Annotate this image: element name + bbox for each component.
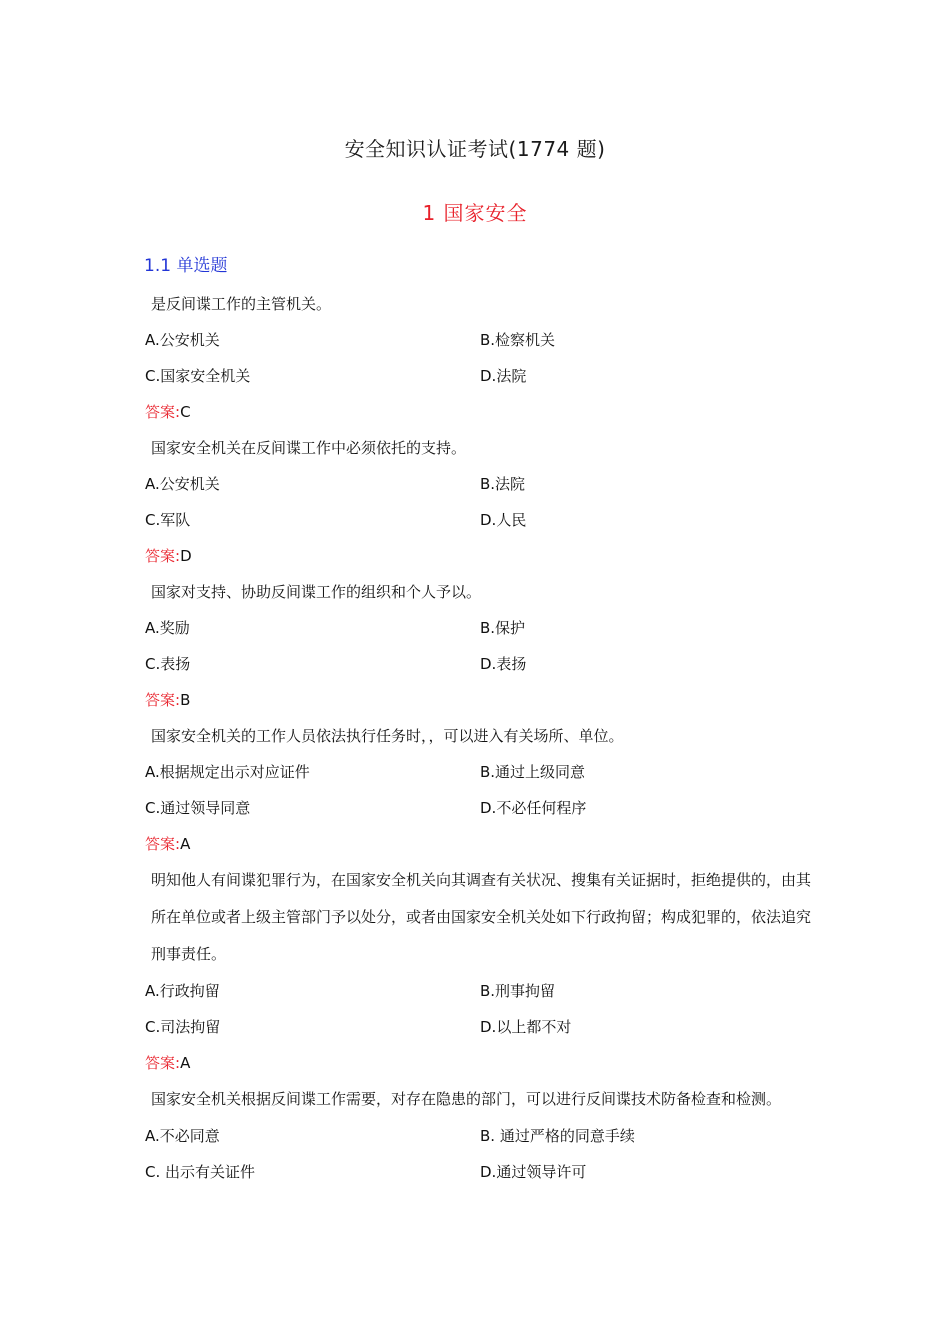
answer-label: 答案:: [145, 835, 181, 853]
answer-line: [145, 538, 825, 574]
option-grid: [145, 322, 825, 394]
section-heading: 1.1 单选题: [144, 256, 228, 276]
question-item: [145, 430, 825, 574]
option-a: A.不必同意: [145, 1127, 220, 1145]
answer-value: D: [180, 547, 192, 565]
answer-value: A: [180, 835, 191, 853]
option-c: C.军队: [145, 511, 191, 529]
question-text: 国家安全机关在反间谍工作中必须依托的支持。: [151, 439, 467, 457]
question-text: 国家安全机关根据反间谍工作需要，对存在隐患的部门，可以进行反间谍技术防备检查和检测。: [151, 1090, 782, 1108]
option-d: D.人民: [480, 511, 527, 529]
option-b: B.刑事拘留: [480, 982, 556, 1000]
option-b: B.通过上级同意: [480, 763, 586, 781]
option-grid: [145, 1118, 825, 1190]
option-c: C.司法拘留: [145, 1018, 221, 1036]
option-d: D.通过领导许可: [480, 1163, 587, 1181]
option-c: C.国家安全机关: [145, 367, 251, 385]
option-a: A.根据规定出示对应证件: [145, 763, 310, 781]
option-d: D.法院: [480, 367, 527, 385]
answer-line: [145, 394, 825, 430]
option-c: C.通过领导同意: [145, 799, 251, 817]
option-b: B.检察机关: [480, 331, 556, 349]
option-a: A.公安机关: [145, 475, 220, 493]
option-grid: [145, 973, 825, 1045]
answer-line: [145, 682, 825, 718]
question-item: [145, 1081, 825, 1190]
answer-value: C: [180, 403, 191, 421]
chapter-heading: 1 国家安全: [422, 201, 528, 225]
option-b: B. 通过严格的同意手续: [480, 1127, 635, 1145]
question-item: [145, 862, 825, 1081]
question-item: [145, 286, 825, 430]
option-b: B.保护: [480, 619, 526, 637]
question-text: 国家安全机关的工作人员依法执行任务时，，可以进入有关场所、单位。: [151, 727, 624, 745]
option-grid: [145, 610, 825, 682]
answer-label: 答案:: [145, 1054, 181, 1072]
document-title: 安全知识认证考试(1774 题): [344, 137, 606, 161]
option-d: D.表扬: [480, 655, 527, 673]
question-text: 是反间谍工作的主管机关。: [151, 295, 332, 313]
answer-label: 答案:: [145, 403, 181, 421]
question-item: [145, 718, 825, 862]
option-a: A.行政拘留: [145, 982, 220, 1000]
question-list: [145, 286, 825, 1190]
option-a: A.公安机关: [145, 331, 220, 349]
option-b: B.法院: [480, 475, 526, 493]
answer-label: 答案:: [145, 547, 181, 565]
option-a: A.奖励: [145, 619, 190, 637]
answer-line: [145, 1045, 825, 1081]
option-c: C.表扬: [145, 655, 191, 673]
question-text: 明知他人有间谍犯罪行为，在国家安全机关向其调查有关状况、搜集有关证据时，拒绝提供的，由其所在单位或者上级主管部门予以处分，或者由国家安全机关处如下行政拘留；构成犯罪的，依法追究刑事责任。: [151, 871, 812, 963]
question-item: [145, 574, 825, 718]
answer-line: [145, 826, 825, 862]
option-grid: [145, 754, 825, 826]
answer-value: B: [180, 691, 191, 709]
answer-value: A: [180, 1054, 191, 1072]
answer-label: 答案:: [145, 691, 181, 709]
option-d: D.以上都不对: [480, 1018, 572, 1036]
option-c: C. 出示有关证件: [145, 1163, 256, 1181]
question-text: 国家对支持、协助反间谍工作的组织和个人予以。: [151, 583, 482, 601]
option-d: D.不必任何程序: [480, 799, 587, 817]
option-grid: [145, 466, 825, 538]
